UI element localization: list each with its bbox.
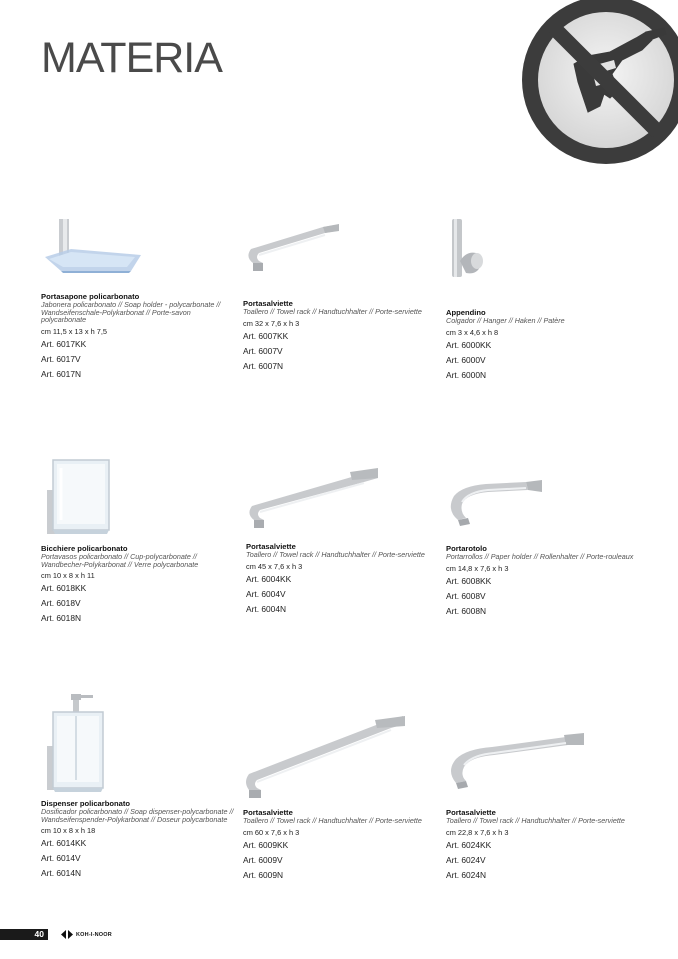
product-name: Dispenser policarbonato xyxy=(41,799,131,808)
article-code: Art. 6024N xyxy=(446,869,487,880)
article-code: Art. 6009V xyxy=(243,854,283,865)
article-code: Art. 6014N xyxy=(41,868,82,879)
product-dimensions: cm 32 x 7,6 x h 3 xyxy=(243,318,300,328)
article-code: Art. 6018KK xyxy=(41,583,87,594)
article-code: Art. 6008V xyxy=(446,590,486,601)
product-description: Toallero // Towel rack // Handtuchhalter // Porte-serviette xyxy=(243,816,422,825)
product-towel-rack-22 xyxy=(446,725,641,895)
product-towel-rack-60 xyxy=(243,712,438,892)
article-code: Art. 6009KK xyxy=(243,839,289,850)
article-code: Art. 6004N xyxy=(246,603,287,614)
product-description: Toallero // Towel rack // Handtuchhalter // Porte-serviette xyxy=(243,307,422,316)
product-name: Bicchiere policarbonato xyxy=(41,544,128,553)
article-code: Art. 6007KK xyxy=(243,330,289,341)
page-number: 40 xyxy=(0,929,48,940)
dispenser-image xyxy=(41,690,116,795)
brand-logo xyxy=(61,929,112,940)
article-code: Art. 6024KK xyxy=(446,839,492,850)
towel-rack-image xyxy=(446,725,586,790)
article-code: Art. 6018N xyxy=(41,613,82,624)
product-name: Portasapone policarbonato xyxy=(41,292,140,301)
article-code: Art. 6007V xyxy=(243,345,283,356)
product-description: Toallero // Towel rack // Handtuchhalter // Porte-serviette xyxy=(246,550,425,559)
product-description: Portarrollos // Paper holder // Rollenhalter // Porte-rouleaux xyxy=(446,552,634,561)
product-dimensions: cm 10 x 8 x h 11 xyxy=(41,571,95,581)
article-code: Art. 6014KK xyxy=(41,838,87,849)
product-soap-holder xyxy=(41,215,236,385)
article-code: Art. 6017N xyxy=(41,368,82,379)
product-dimensions: cm 22,8 x 7,6 x h 3 xyxy=(446,827,509,837)
product-cup xyxy=(41,458,236,628)
product-description: Toallero // Towel rack // Handtuchhalter // Porte-serviette xyxy=(446,816,625,825)
product-description: Colgador // Hanger // Haken // Patère xyxy=(446,316,565,325)
soap-holder-image xyxy=(41,215,151,280)
product-name: Portasalviette xyxy=(243,299,293,308)
product-description: Dosificador policarbonato // Soap dispenser-polycarbonate // Wandseifenspender-Polykarbonat // Doseur polycarbonate xyxy=(41,807,234,824)
product-name: Portasalviette xyxy=(243,808,293,817)
article-code: Art. 6014V xyxy=(41,853,81,864)
cup-image xyxy=(41,458,116,538)
product-towel-rack-45 xyxy=(246,458,441,628)
article-code: Art. 6000KK xyxy=(446,339,492,350)
article-code: Art. 6024V xyxy=(446,854,486,865)
product-dimensions: cm 3 x 4,6 x h 8 xyxy=(446,327,499,337)
article-code: Art. 6004KK xyxy=(246,573,292,584)
product-name: Portarotolo xyxy=(446,544,487,553)
product-dimensions: cm 10 x 8 x h 18 xyxy=(41,826,96,836)
article-code: Art. 6008KK xyxy=(446,575,492,586)
article-code: Art. 6000V xyxy=(446,354,486,365)
article-code: Art. 6008N xyxy=(446,605,487,616)
paper-holder-image xyxy=(446,458,546,528)
product-paper-holder xyxy=(446,458,641,628)
product-description: Jabonera policarbonato // Soap holder - polycarbonate // Wandseifenschale-Polykarbonat // Porte-savon polycarbonate xyxy=(41,300,221,325)
towel-rack-image xyxy=(243,712,408,802)
product-dimensions: cm 11,5 x 13 x h 7,5 xyxy=(41,326,108,336)
product-dimensions: cm 14,8 x 7,6 x h 3 xyxy=(446,563,509,573)
product-name: Portasalviette xyxy=(446,808,496,817)
product-towel-rack-32 xyxy=(243,215,438,385)
article-code: Art. 6017KK xyxy=(41,338,87,349)
product-dimensions: cm 45 x 7,6 x h 3 xyxy=(246,561,303,571)
towel-rack-image xyxy=(246,458,381,533)
towel-rack-image xyxy=(243,215,343,275)
hanger-image xyxy=(446,215,491,285)
article-code: Art. 6000N xyxy=(446,369,487,380)
product-name: Appendino xyxy=(446,308,486,317)
article-code: Art. 6009N xyxy=(243,869,284,880)
page-title: MATERIA xyxy=(41,34,222,82)
product-name: Portasalviette xyxy=(246,542,296,551)
article-code: Art. 6018V xyxy=(41,598,81,609)
koh-i-noor-logo-icon xyxy=(61,930,73,939)
brand-name: KOH-I-NOOR xyxy=(76,931,112,938)
product-dispenser xyxy=(41,690,236,890)
article-code: Art. 6007N xyxy=(243,360,284,371)
article-code: Art. 6004V xyxy=(246,588,286,599)
product-hanger xyxy=(446,215,641,385)
product-description: Portavasos policarbonato // Cup-polycarbonate // Wandbecher-Polykarbonat // Verre polycarbonate xyxy=(41,552,199,569)
article-code: Art. 6017V xyxy=(41,353,81,364)
product-dimensions: cm 60 x 7,6 x h 3 xyxy=(243,827,300,837)
no-drilling-icon xyxy=(518,0,678,184)
